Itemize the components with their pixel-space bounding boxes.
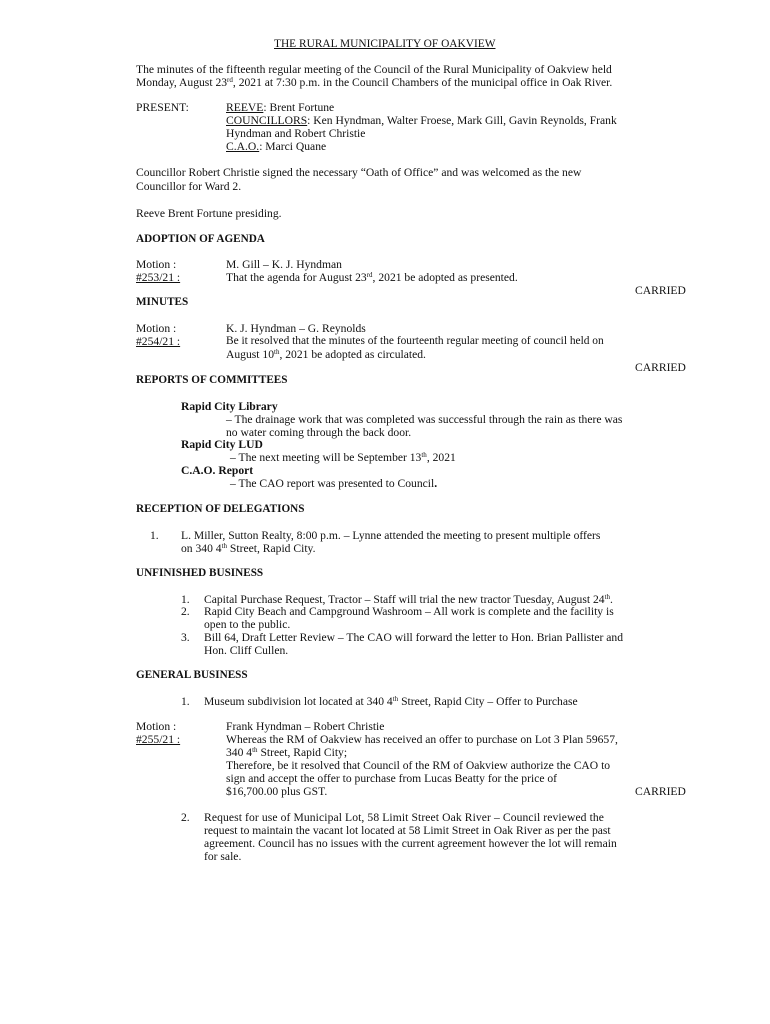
delegation-address-end: Street, Rapid City. — [227, 542, 316, 555]
reeve-label: REEVE — [226, 101, 264, 114]
unfinished-heading: UNFINISHED BUSINESS — [136, 567, 264, 579]
date-suffix: th — [274, 348, 280, 356]
carried-label: CARRIED — [635, 785, 686, 798]
motion-text-start: That the agenda for August 23 — [226, 271, 367, 284]
intro-date-suffix: rd — [227, 76, 233, 84]
motion-address: 340 4 — [226, 746, 253, 759]
lud-report-text — [230, 451, 456, 464]
cao-report-title: C.A.O. Report — [181, 464, 254, 477]
cao-report-text — [230, 477, 437, 490]
cao-line — [226, 140, 326, 153]
councillors-names: : Ken Hyndman, Walter Froese, Mark Gill, Gavin Reynolds, Frank — [307, 114, 617, 127]
item-text: Capital Purchase Request, Tractor – Staff will trial the new tractor Tuesday, August 24 — [204, 593, 605, 606]
intro-line-2 — [136, 76, 612, 89]
cao-name: : Marci Quane — [259, 140, 327, 153]
present-label: PRESENT: — [136, 101, 189, 114]
delegation-line-1: L. Miller, Sutton Realty, 8:00 p.m. – Lynne attended the meeting to present multiple offers — [181, 529, 601, 542]
item-period: . — [610, 593, 613, 606]
motion-text-line-4: sign and accept the offer to purchase from Lucas Beatty for the price of — [226, 772, 558, 785]
motion-text-line-2 — [226, 746, 347, 759]
intro-rest: , 2021 at 7:30 p.m. in the Council Chambers of the municipal office in Oak River. — [232, 76, 613, 89]
general-item-1 — [204, 695, 578, 708]
motion-number: #255/21 : — [136, 733, 181, 746]
library-report-line-1: – The drainage work that was completed was successful through the rain as there was — [226, 413, 623, 426]
library-report-line-2: no water coming through the back door. — [226, 426, 412, 439]
presiding-text: Reeve Brent Fortune presiding. — [136, 207, 282, 220]
motion-movers: Frank Hyndman – Robert Christie — [226, 720, 385, 733]
delegation-line-2 — [181, 542, 315, 555]
date-suffix: rd — [366, 271, 373, 279]
motion-text-end: , 2021 be adopted as circulated. — [279, 348, 426, 361]
list-number: 1. — [150, 529, 159, 542]
general-item-2-line-1: Request for use of Municipal Lot, 58 Limit Street Oak River – Council reviewed the — [204, 811, 605, 824]
intro-date: Monday, August 23 — [136, 76, 228, 89]
motion-text-end: , 2021 be adopted as presented. — [372, 271, 518, 284]
motion-number: #253/21 : — [136, 271, 181, 284]
carried-label: CARRIED — [635, 361, 686, 374]
councillors-line-2: Hyndman and Robert Christie — [226, 127, 366, 140]
general-item-2-line-2: request to maintain the vacant lot located at 58 Limit Street in Oak River as per the past — [204, 824, 611, 837]
motion-label: Motion : — [136, 258, 177, 271]
cao-report-period: . — [434, 477, 438, 490]
general-heading: GENERAL BUSINESS — [136, 669, 248, 681]
list-number: 2. — [181, 605, 190, 618]
library-report-title: Rapid City Library — [181, 400, 278, 413]
reeve-line — [226, 101, 334, 114]
cao-report-sentence: – The CAO report was presented to Council — [230, 477, 435, 490]
reeve-name: : Brent Fortune — [263, 101, 335, 114]
general-item-2-line-3: agreement. Council has no issues with the current agreement however the lot will remain — [204, 837, 617, 850]
motion-label: Motion : — [136, 322, 177, 335]
item-text-end: Street, Rapid City – Offer to Purchase — [398, 695, 578, 708]
reports-heading: REPORTS OF COMMITTEES — [136, 374, 288, 386]
list-number: 1. — [181, 593, 190, 606]
motion-text-line-1: Whereas the RM of Oakview has received an offer to purchase on Lot 3 Plan 59657, — [226, 733, 618, 746]
document-title: THE RURAL MUNICIPALITY OF OAKVIEW — [274, 38, 496, 50]
carried-label: CARRIED — [635, 284, 686, 297]
motion-number: #254/21 : — [136, 335, 181, 348]
minutes-heading: MINUTES — [136, 296, 189, 308]
delegation-address: on 340 4 — [181, 542, 222, 555]
list-number: 3. — [181, 631, 190, 644]
list-number: 1. — [181, 695, 190, 708]
councillors-label: COUNCILLORS — [226, 114, 308, 127]
item-text: Museum subdivision lot located at 340 4 — [204, 695, 393, 708]
unfinished-item-3-line-2: Hon. Cliff Cullen. — [204, 644, 289, 657]
oath-line-1: Councillor Robert Christie signed the necessary “Oath of Office” and was welcomed as the new — [136, 166, 582, 179]
date-suffix: th — [604, 593, 611, 601]
general-item-2-line-4: for sale. — [204, 850, 242, 863]
motion-movers: K. J. Hyndman – G. Reynolds — [226, 322, 366, 335]
ordinal-suffix: th — [221, 542, 228, 550]
ordinal-suffix: th — [392, 695, 399, 703]
ordinal-suffix: th — [252, 746, 258, 754]
motion-text — [226, 271, 518, 284]
unfinished-item-2-line-1: Rapid City Beach and Campground Washroom – All work is complete and the facility is — [204, 605, 614, 618]
lud-report-title: Rapid City LUD — [181, 438, 263, 451]
unfinished-item-3-line-1: Bill 64, Draft Letter Review – The CAO will forward the letter to Hon. Brian Pallister and — [204, 631, 623, 644]
oath-line-2: Councillor for Ward 2. — [136, 180, 242, 193]
motion-text-line-3: Therefore, be it resolved that Council of the RM of Oakview authorize the CAO to — [226, 759, 611, 772]
intro-line-1: The minutes of the fifteenth regular meeting of the Council of the Rural Municipality of Oakview held — [136, 63, 612, 76]
councillors-line-1 — [226, 114, 617, 127]
agenda-heading: ADOPTION OF AGENDA — [136, 233, 265, 245]
lud-text-end: , 2021 — [426, 451, 456, 464]
cao-label: C.A.O. — [226, 140, 260, 153]
list-number: 2. — [181, 811, 190, 824]
motion-address-end: Street, Rapid City; — [257, 746, 348, 759]
motion-movers: M. Gill – K. J. Hyndman — [226, 258, 342, 271]
lud-text-start: – The next meeting will be September 13 — [230, 451, 422, 464]
motion-text-line-2 — [226, 348, 426, 361]
date-suffix: th — [421, 451, 427, 459]
motion-date: August 10 — [226, 348, 274, 361]
motion-text-line-1: Be it resolved that the minutes of the fourteenth regular meeting of council held on — [226, 335, 604, 347]
motion-label: Motion : — [136, 720, 177, 733]
motion-text-line-5: $16,700.00 plus GST. — [226, 785, 328, 798]
unfinished-item-2-line-2: open to the public. — [204, 618, 291, 631]
delegations-heading: RECEPTION OF DELEGATIONS — [136, 503, 305, 515]
